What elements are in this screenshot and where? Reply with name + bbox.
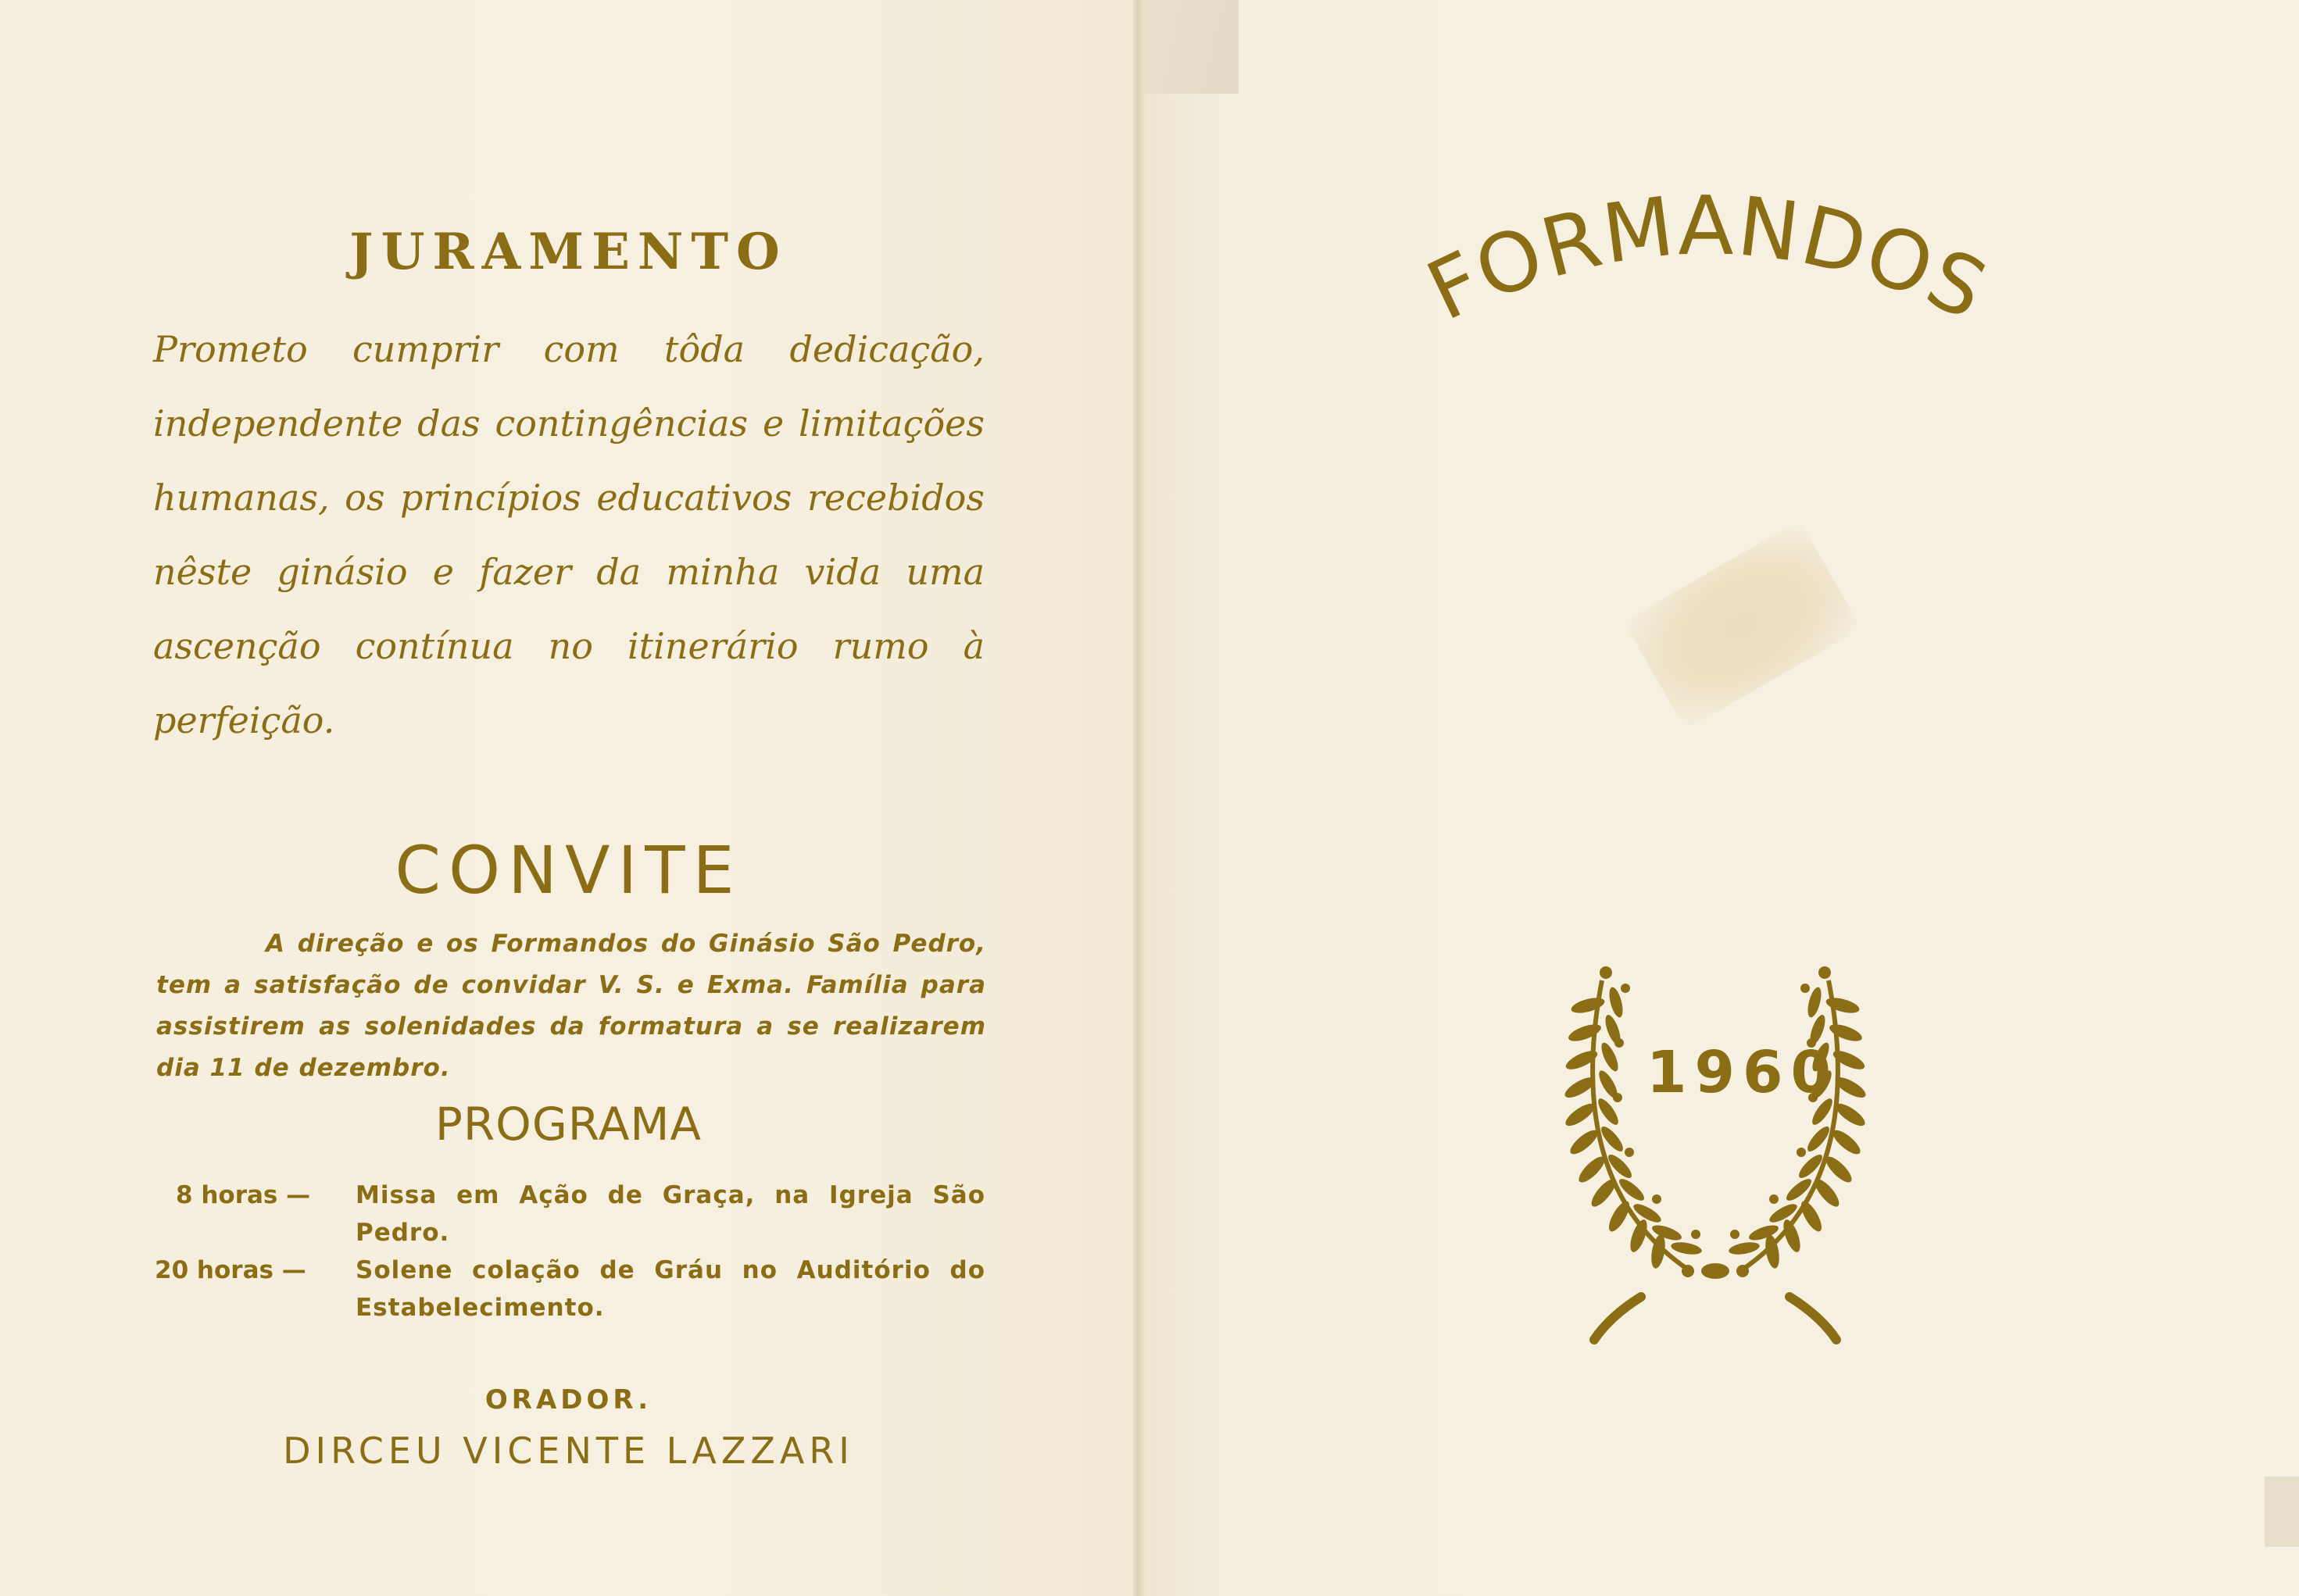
programa-title: PROGRAMA — [434, 1098, 703, 1151]
laurel-wreath-icon — [1532, 949, 1899, 1355]
formandos-title — [1375, 180, 2040, 383]
program-time: 8 horas — — [176, 1181, 311, 1209]
convite-title: CONVITE — [395, 832, 742, 909]
formandos-text: FORMANDOS — [1413, 180, 2002, 339]
tape-mark — [1145, 0, 1239, 94]
orador-name: DIRCEU VICENTE LAZZARI — [283, 1430, 854, 1472]
svg-text:FORMANDOS — [1413, 180, 2001, 339]
juramento-title: JURAMENTO — [349, 223, 788, 281]
invitation-line: assistirem as solenidades da formatura a se realizarem — [156, 1012, 986, 1041]
program-description: Missa em Ação de Graça, na Igreja São — [356, 1181, 985, 1209]
year-label: 1960 — [1646, 1039, 1839, 1106]
invitation-line: A direção e os Formandos do Ginásio São Pedro, — [266, 930, 986, 958]
program-time: 20 horas — — [155, 1256, 306, 1284]
invitation-line: tem a satisfação de convidar V. S. e Exma. Família para — [156, 971, 986, 999]
program-description: Pedro. — [356, 1219, 450, 1247]
orador-label: ORADOR. — [484, 1384, 653, 1416]
oath-line: perfeição. — [153, 699, 335, 741]
oath-line: ascenção contínua no itinerário rumo à — [153, 625, 985, 667]
oath-line: independente das contingências e limitações — [153, 402, 985, 445]
tape-mark-corner — [2265, 1476, 2299, 1547]
invitation-line: dia 11 de dezembro. — [156, 1054, 451, 1082]
oath-line: nêste ginásio e fazer da minha vida uma — [153, 551, 985, 593]
oath-line: Prometo cumprir com tôda dedicação, — [153, 328, 985, 370]
program-description: Solene colação de Gráu no Auditório do — [356, 1256, 985, 1284]
oath-line: humanas, os princípios educativos recebidos — [153, 477, 985, 519]
program-description: Estabelecimento. — [356, 1294, 605, 1322]
